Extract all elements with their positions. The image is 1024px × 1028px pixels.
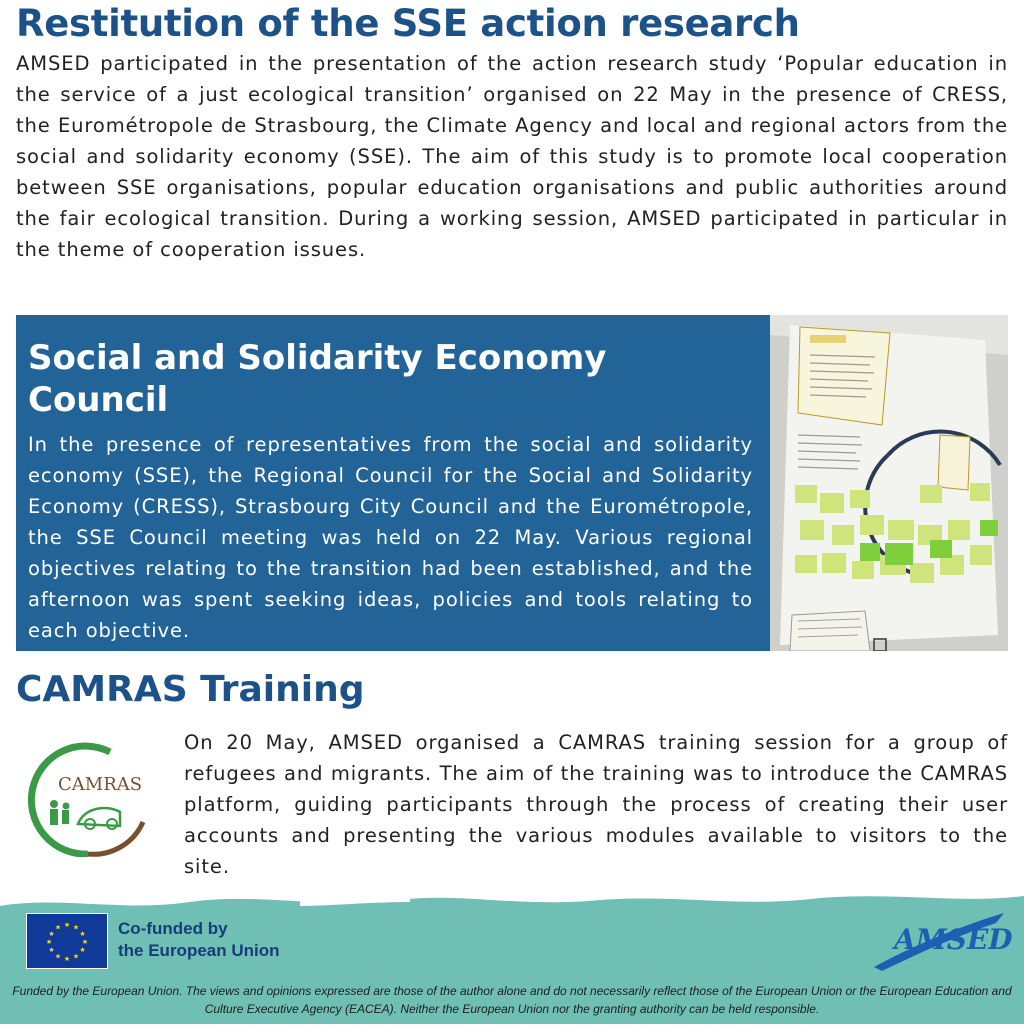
- svg-text:★: ★: [45, 938, 53, 946]
- section-body-ssec: In the presence of representatives from the social and solidarity economy (SSE), the Regional Council for the Social and Solidarity Economy (CRESS), Strasbourg City Council and the Eurométropole, the SSE Council meeting was held on 22 May. Various regional objectives relating to the transition had been established, and the afternoon was spent seeking ideas, policies and tools relating to each objective.: [28, 433, 753, 642]
- funding-disclaimer: Funded by the European Union. The views and opinions expressed are those of the author alone and do not necessarily reflect those of the European Union or the European Education and Culture Executive Agency (EACEA). Neither the European Union nor the granting authority can be held responsible.: [12, 984, 1012, 1016]
- svg-text:★: ★: [63, 955, 71, 963]
- cofunded-label: [118, 918, 280, 962]
- section-title-ssec: Social and Solidarity Economy Council: [28, 338, 607, 420]
- eu-flag-icon: [26, 913, 108, 969]
- svg-text:★: ★: [79, 930, 86, 938]
- svg-text:★: ★: [63, 921, 71, 929]
- section-title-restitution: Restitution of the SSE action research: [16, 2, 800, 45]
- amsed-logo-text: AMSED: [894, 923, 1013, 956]
- ssec-panel: [16, 315, 770, 651]
- svg-text:★: ★: [72, 952, 80, 961]
- section-body-restitution: AMSED participated in the presentation of the action research study ‘Popular education in the service of a just ecological transition’ organised on 22 May in the presence of CRESS, the Eurométropole de Strasbourg, the Climate Agency and local and regional actors from the social and solidarity economy (SSE). The aim of this study is to promote local cooperation between SSE organisations, popular education organisations and public authorities around the fair ecological transition. During a working session, AMSED participated in particular in the theme of cooperation issues.: [16, 52, 1008, 261]
- section-title-camras: CAMRAS Training: [16, 669, 365, 710]
- svg-text:★: ★: [48, 946, 55, 954]
- cofunded-line-2: the European Union: [118, 941, 280, 960]
- cofunded-line-1: Co-funded by: [118, 919, 228, 938]
- svg-text:★: ★: [54, 952, 62, 961]
- svg-text:★: ★: [48, 930, 55, 938]
- camras-logo-text: CAMRAS: [58, 774, 143, 795]
- svg-text:★: ★: [81, 938, 89, 946]
- amsed-logo: [864, 905, 1014, 975]
- svg-text:★: ★: [54, 923, 62, 932]
- camras-logo: [28, 742, 158, 857]
- section-body-camras: On 20 May, AMSED organised a CAMRAS training session for a group of refugees and migrants. The aim of the training was to introduce the CAMRAS platform, guiding participants through the process of creating their user accounts and presenting the various modules available to visitors to the site.: [184, 731, 1008, 878]
- meeting-wall-photo: [770, 315, 1008, 651]
- svg-text:★: ★: [79, 946, 86, 954]
- svg-text:★: ★: [72, 923, 80, 932]
